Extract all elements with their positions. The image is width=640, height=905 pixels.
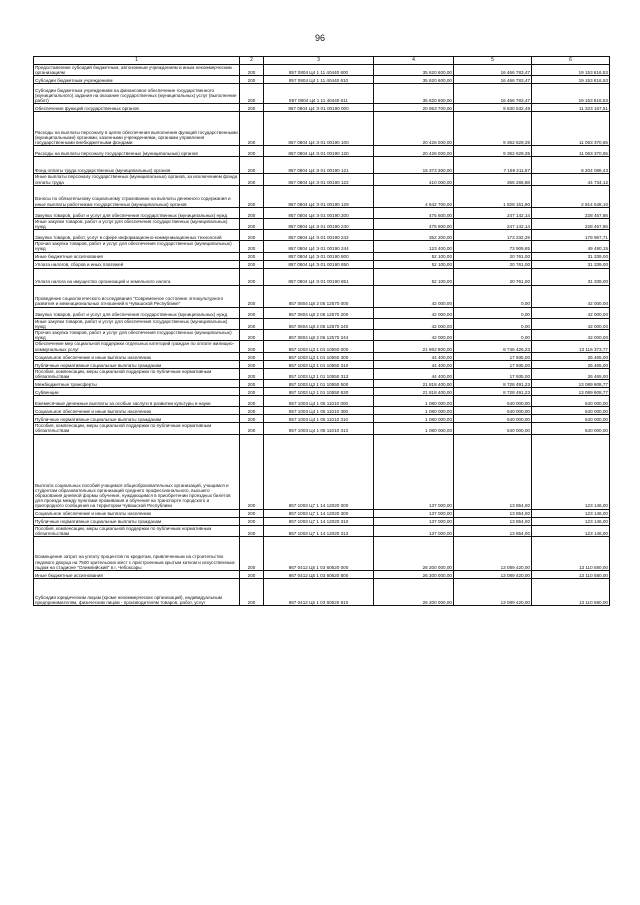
row-budget-code: 857 0804 Ц4 Э 01 00190 240 [264, 218, 374, 229]
row-executed-amount: 8 728 491,23 [454, 388, 532, 396]
row-remaining-amount: 19 153 816,53 [532, 76, 610, 84]
row-name: Закупка товаров, работ, услуг в сфере информационно-коммуникационных технологий [34, 230, 240, 241]
row-executed-amount: 365 265,88 [454, 174, 532, 185]
row-name: Проведение социологического исследования "Современное состояние этнокультурного развития и межнациональных отношений в Чувашской Республике" [34, 285, 240, 307]
table-row [34, 76, 610, 84]
row-column-2: 200 [240, 380, 264, 388]
table-row [34, 396, 610, 407]
row-remaining-amount: 540 000,00 [532, 423, 610, 434]
row-executed-amount: 20 761,00 [454, 260, 532, 268]
row-remaining-amount: 123 146,00 [532, 509, 610, 517]
row-name: Иные закупки товаров, работ и услуг для обеспечения государственных (муниципальных) нужд [34, 218, 240, 229]
row-column-2: 200 [240, 207, 264, 218]
row-plan-amount: 1 080 000,00 [374, 396, 454, 407]
row-column-2: 200 [240, 525, 264, 536]
row-remaining-amount: 13 110 580,00 [532, 571, 610, 579]
row-budget-code: 857 0804 Ц4 1 11 40440 611 [264, 84, 374, 104]
row-budget-code: 857 1003 Ц3 1 01 10550 500 [264, 380, 374, 388]
table-row [34, 407, 610, 415]
row-remaining-amount: 13 110 580,00 [532, 537, 610, 571]
table-row [34, 330, 610, 341]
row-plan-amount: 137 000,00 [374, 509, 454, 517]
row-remaining-amount: 13 110 580,00 [532, 579, 610, 606]
row-plan-amount: 410 000,00 [374, 174, 454, 185]
row-remaining-amount: 228 457,86 [532, 218, 610, 229]
row-plan-amount: 20 426 000,00 [374, 112, 454, 146]
table-row [34, 318, 610, 329]
row-budget-code: 857 1003 Ц7 1 14 12020 313 [264, 525, 374, 536]
header-cell: 2 [240, 57, 264, 65]
row-column-2: 200 [240, 360, 264, 368]
table-row [34, 207, 610, 218]
row-plan-amount: 44 400,00 [374, 360, 454, 368]
header-row [34, 57, 610, 65]
row-executed-amount: 16 466 783,47 [454, 84, 532, 104]
row-column-2: 200 [240, 396, 264, 407]
table-row [34, 252, 610, 260]
row-plan-amount: 475 600,00 [374, 218, 454, 229]
table-row [34, 423, 610, 434]
table-row [34, 84, 610, 104]
row-plan-amount: 137 000,00 [374, 525, 454, 536]
row-budget-code: 857 1003 Ц3 1 01 10550 310 [264, 360, 374, 368]
row-remaining-amount: 31 339,00 [532, 260, 610, 268]
row-plan-amount: 20 426 000,00 [374, 146, 454, 157]
row-name: Возмещение затрат на уплату процентов по кредитам, привлеченным на строительство ледового дворца на 7500 зрительских мест с пристроенным крытым катком и искусственным льдом на стадионе "Олимпийский" в г. Чебоксары [34, 537, 240, 571]
row-name: Пособия, компенсации, меры социальной поддержки по публичным нормативным обязательствам [34, 525, 240, 536]
table-row [34, 579, 610, 606]
row-remaining-amount: 540 000,00 [532, 415, 610, 423]
row-column-2: 200 [240, 174, 264, 185]
row-plan-amount: 21 818 400,00 [374, 388, 454, 396]
table-row [34, 415, 610, 423]
row-plan-amount: 26 200 000,00 [374, 579, 454, 606]
row-plan-amount: 52 100,00 [374, 268, 454, 285]
table-row [34, 146, 610, 157]
row-column-2: 200 [240, 571, 264, 579]
row-column-2: 200 [240, 537, 264, 571]
row-name: Субсидии юридическим лицам (кроме некоммерческих организаций), индивидуальным предпринимателям, физическим лицам - производителям товаров, работ, услуг [34, 579, 240, 606]
table-row [34, 218, 610, 229]
table-row [34, 285, 610, 307]
row-name: Иные бюджетные ассигнования [34, 571, 240, 579]
row-name: Прочая закупка товаров, работ и услуг для обеспечения государственных (муниципальных) нужд [34, 330, 240, 341]
row-budget-code: 857 0804 Ц4 Э 01 00190 851 [264, 268, 374, 285]
row-executed-amount: 0,00 [454, 285, 532, 307]
row-remaining-amount: 42 000,00 [532, 285, 610, 307]
budget-table [33, 56, 610, 606]
row-executed-amount: 0,00 [454, 318, 532, 329]
row-plan-amount: 26 200 000,00 [374, 537, 454, 571]
table-row [34, 360, 610, 368]
row-column-2: 200 [240, 157, 264, 174]
row-column-2: 200 [240, 517, 264, 525]
row-remaining-amount: 26 465,00 [532, 352, 610, 360]
row-column-2: 200 [240, 330, 264, 341]
row-column-2: 200 [240, 423, 264, 434]
table-row [34, 112, 610, 146]
row-executed-amount: 247 142,14 [454, 207, 532, 218]
row-plan-amount: 21 862 800,00 [374, 341, 454, 352]
row-remaining-amount: 540 000,00 [532, 407, 610, 415]
row-executed-amount: 247 142,14 [454, 218, 532, 229]
row-budget-code: 857 0804 Ц4 Э 01 00190 121 [264, 157, 374, 174]
row-column-2: 200 [240, 415, 264, 423]
row-remaining-amount: 44 734,12 [532, 174, 610, 185]
row-remaining-amount: 123 146,00 [532, 517, 610, 525]
row-remaining-amount: 178 967,71 [532, 230, 610, 241]
row-plan-amount: 44 400,00 [374, 368, 454, 379]
row-budget-code: 857 1003 Ц4 1 05 11010 310 [264, 415, 374, 423]
row-remaining-amount: 13 116 373,77 [532, 341, 610, 352]
row-budget-code: 857 0804 Ц4 Э 01 00190 122 [264, 174, 374, 185]
table-row [34, 104, 610, 112]
row-executed-amount: 173 232,29 [454, 230, 532, 241]
row-budget-code: 857 1003 Ц7 1 14 12020 300 [264, 509, 374, 517]
row-executed-amount: 20 761,00 [454, 268, 532, 285]
row-remaining-amount: 123 146,00 [532, 434, 610, 509]
row-remaining-amount: 13 089 908,77 [532, 388, 610, 396]
table-row [34, 241, 610, 252]
table-row [34, 185, 610, 207]
row-name: Межбюджетные трансферты [34, 380, 240, 388]
row-plan-amount: 21 818 400,00 [374, 380, 454, 388]
row-executed-amount: 20 761,00 [454, 252, 532, 260]
row-budget-code: 857 0804 Ц4 Э 01 00190 800 [264, 252, 374, 260]
row-name: Иные выплаты персоналу государственных (муниципальных) органов, за исключением фонда оплаты труда [34, 174, 240, 185]
header-cell: 3 [264, 57, 374, 65]
row-executed-amount: 540 000,00 [454, 415, 532, 423]
row-budget-code: 857 0804 Ц4 1 11 40440 600 [264, 65, 374, 76]
row-name: Выплата социальных пособий учащимся общеобразовательных организаций, учащимся и студентам образовательных организаций среднего профессионального, высшего образования дневной формы обучения, нуждающимся в приобретении проездных билетов для проезда между пунктами проживания и обучения на транспорте городского и пригородного сообщения на территории Чувашской Республики [34, 434, 240, 509]
table-row [34, 157, 610, 174]
row-column-2: 200 [240, 352, 264, 360]
row-name: Публичные нормативные социальные выплаты гражданам [34, 360, 240, 368]
row-column-2: 200 [240, 260, 264, 268]
row-plan-amount: 35 620 600,00 [374, 76, 454, 84]
row-plan-amount: 1 080 000,00 [374, 407, 454, 415]
row-remaining-amount: 42 000,00 [532, 318, 610, 329]
row-executed-amount: 17 935,00 [454, 352, 532, 360]
row-budget-code: 857 1003 Ц4 1 05 11010 313 [264, 423, 374, 434]
header-cell: 6 [532, 57, 610, 65]
table-row [34, 571, 610, 579]
row-executed-amount: 9 362 629,35 [454, 146, 532, 157]
table-row [34, 307, 610, 318]
row-plan-amount: 26 200 000,00 [374, 571, 454, 579]
row-plan-amount: 35 620 600,00 [374, 65, 454, 76]
row-remaining-amount: 26 465,00 [532, 360, 610, 368]
table-row [34, 434, 610, 509]
row-executed-amount: 13 854,00 [454, 509, 532, 517]
row-column-2: 200 [240, 76, 264, 84]
row-plan-amount: 4 642 700,00 [374, 185, 454, 207]
row-name: Ежемесячные денежные выплаты за особые заслуги в развитии культуры и науки [34, 396, 240, 407]
row-column-2: 200 [240, 112, 264, 146]
row-budget-code: 857 1003 Ц3 1 01 10550 000 [264, 341, 374, 352]
row-column-2: 200 [240, 230, 264, 241]
row-plan-amount: 1 080 000,00 [374, 415, 454, 423]
row-remaining-amount: 26 465,00 [532, 368, 610, 379]
row-name: Прочая закупка товаров, работ и услуг для обеспечения государственных (муниципальных) нужд [34, 241, 240, 252]
table-row [34, 380, 610, 388]
row-executed-amount: 0,00 [454, 330, 532, 341]
page-number: 96 [314, 33, 325, 43]
row-budget-code: 867 0412 Ц5 1 03 60620 800 [264, 571, 374, 579]
row-plan-amount: 52 100,00 [374, 260, 454, 268]
row-executed-amount: 540 000,00 [454, 407, 532, 415]
row-column-2: 200 [240, 307, 264, 318]
row-name: Публичные нормативные социальные выплаты гражданам [34, 517, 240, 525]
row-executed-amount: 7 169 211,57 [454, 157, 532, 174]
row-plan-amount: 123 400,00 [374, 241, 454, 252]
row-executed-amount: 16 466 783,47 [454, 76, 532, 84]
row-executed-amount: 13 854,00 [454, 434, 532, 509]
table-row [34, 537, 610, 571]
row-name: Уплата налогов, сборов и иных платежей [34, 260, 240, 268]
row-executed-amount: 1 828 151,90 [454, 185, 532, 207]
row-executed-amount: 9 362 629,35 [454, 112, 532, 146]
row-name: Закупка товаров, работ и услуг для обеспечения государственных (муниципальных) нужд [34, 307, 240, 318]
row-budget-code: 857 0804 Ц8 2 05 12570 240 [264, 318, 374, 329]
table-row [34, 341, 610, 352]
row-name: Субсидии бюджетным учреждениям [34, 76, 240, 84]
row-executed-amount: 540 000,00 [454, 396, 532, 407]
row-name: Социальное обеспечение и иные выплаты населению [34, 407, 240, 415]
row-budget-code: 857 0804 Ц8 2 05 12570 200 [264, 307, 374, 318]
row-name: Субвенции [34, 388, 240, 396]
row-name: Расходы на выплаты персоналу в целях обеспечения выполнения функций государственными (муниципальными) органами, казенными учреждениями, органами управления государственными внебюджетными фондами [34, 112, 240, 146]
row-name: Обеспечение функций государственных органов [34, 104, 240, 112]
row-name: Публичные нормативные социальные выплаты гражданам [34, 415, 240, 423]
row-column-2: 200 [240, 241, 264, 252]
table-row [34, 268, 610, 285]
row-column-2: 200 [240, 407, 264, 415]
row-remaining-amount: 2 814 548,10 [532, 185, 610, 207]
row-name: Расходы на выплаты персоналу государственных (муниципальных) органов [34, 146, 240, 157]
header-cell: 5 [454, 57, 532, 65]
row-name: Социальное обеспечение и иные выплаты населению [34, 509, 240, 517]
row-budget-code: 857 1003 Ц7 1 14 12020 000 [264, 434, 374, 509]
row-remaining-amount: 31 339,00 [532, 252, 610, 260]
row-remaining-amount: 19 153 816,53 [532, 65, 610, 76]
row-plan-amount: 44 400,00 [374, 352, 454, 360]
row-name: Субсидии бюджетным учреждениям на финансовое обеспечение государственного (муниципального) задания на оказание государственных (муниципальных) услуг (выполнение работ) [34, 84, 240, 104]
row-budget-code: 857 1003 Ц4 1 05 11010 000 [264, 396, 374, 407]
row-name: Закупка товаров, работ и услуг для обеспечения государственных (муниципальных) нужд [34, 207, 240, 218]
row-budget-code: 867 0412 Ц5 1 03 60620 000 [264, 537, 374, 571]
row-executed-amount: 13 854,00 [454, 525, 532, 536]
table-row [34, 388, 610, 396]
row-budget-code: 857 0804 Ц4 Э 01 00190 120 [264, 146, 374, 157]
row-remaining-amount: 8 204 088,43 [532, 157, 610, 174]
row-column-2: 200 [240, 84, 264, 104]
row-plan-amount: 475 600,00 [374, 207, 454, 218]
row-plan-amount: 1 080 000,00 [374, 423, 454, 434]
row-name: Социальное обеспечение и иные выплаты населению [34, 352, 240, 360]
row-budget-code: 857 1003 Ц3 1 01 10550 530 [264, 388, 374, 396]
row-executed-amount: 13 089 420,00 [454, 579, 532, 606]
row-budget-code: 857 0804 Ц4 1 11 40440 610 [264, 76, 374, 84]
row-executed-amount: 13 854,00 [454, 517, 532, 525]
row-column-2: 200 [240, 268, 264, 285]
row-budget-code: 857 0804 Ц4 Э 01 00190 244 [264, 241, 374, 252]
row-column-2: 200 [240, 65, 264, 76]
row-plan-amount: 352 200,00 [374, 230, 454, 241]
row-plan-amount: 42 000,00 [374, 285, 454, 307]
row-column-2: 200 [240, 218, 264, 229]
row-column-2: 200 [240, 252, 264, 260]
row-column-2: 200 [240, 185, 264, 207]
table-row [34, 174, 610, 185]
row-executed-amount: 8 728 491,23 [454, 380, 532, 388]
row-executed-amount: 8 746 426,23 [454, 341, 532, 352]
row-executed-amount: 73 909,85 [454, 241, 532, 252]
row-name: Фонд оплаты труда государственных (муниципальных) органов [34, 157, 240, 174]
row-budget-code: 857 1003 Ц4 1 05 11010 300 [264, 407, 374, 415]
row-remaining-amount: 31 339,00 [532, 268, 610, 285]
row-budget-code: 857 0804 Ц4 Э 01 00190 129 [264, 185, 374, 207]
row-plan-amount: 137 000,00 [374, 517, 454, 525]
header-cell: 1 [34, 57, 240, 65]
row-column-2: 200 [240, 146, 264, 157]
row-plan-amount: 52 100,00 [374, 252, 454, 260]
row-remaining-amount: 123 146,00 [532, 525, 610, 536]
row-budget-code: 857 0804 Ц8 2 05 12570 000 [264, 285, 374, 307]
row-column-2: 200 [240, 341, 264, 352]
row-remaining-amount: 540 000,00 [532, 396, 610, 407]
row-name: Уплата налога на имущество организаций и земельного налога [34, 268, 240, 285]
row-budget-code: 857 0804 Ц4 Э 01 00190 242 [264, 230, 374, 241]
row-column-2: 200 [240, 318, 264, 329]
row-column-2: 200 [240, 388, 264, 396]
row-plan-amount: 137 000,00 [374, 434, 454, 509]
row-remaining-amount: 13 089 908,77 [532, 380, 610, 388]
table-row [34, 260, 610, 268]
row-budget-code: 857 0804 Ц4 Э 01 00190 100 [264, 112, 374, 146]
row-budget-code: 857 0804 Ц4 Э 01 00190 850 [264, 260, 374, 268]
row-budget-code: 857 0804 Ц4 Э 01 00190 000 [264, 104, 374, 112]
row-executed-amount: 17 935,00 [454, 360, 532, 368]
row-executed-amount: 17 935,00 [454, 368, 532, 379]
row-name: Предоставление субсидий бюджетным, автономным учреждениям и иным некоммерческим организациям [34, 65, 240, 76]
row-executed-amount: 9 630 532,49 [454, 104, 532, 112]
table-row [34, 368, 610, 379]
row-name: Обеспечение мер социальной поддержки отдельных категорий граждан по оплате жилищно-коммунальных услуг [34, 341, 240, 352]
row-remaining-amount: 228 457,86 [532, 207, 610, 218]
table-row [34, 230, 610, 241]
row-plan-amount: 20 953 700,00 [374, 104, 454, 112]
row-name: Взносы по обязательному социальному страхованию на выплаты денежного содержания и иные выплаты работникам государственных (муниципальных) органов [34, 185, 240, 207]
row-executed-amount: 13 089 420,00 [454, 537, 532, 571]
row-column-2: 200 [240, 368, 264, 379]
row-remaining-amount: 11 063 370,65 [532, 146, 610, 157]
row-budget-code: 857 0804 Ц8 2 05 12570 244 [264, 330, 374, 341]
row-budget-code: 857 0804 Ц4 Э 01 00190 200 [264, 207, 374, 218]
row-executed-amount: 16 466 783,47 [454, 65, 532, 76]
row-executed-amount: 13 089 420,00 [454, 571, 532, 579]
row-remaining-amount: 19 153 816,53 [532, 84, 610, 104]
row-executed-amount: 540 000,00 [454, 423, 532, 434]
row-executed-amount: 0,00 [454, 307, 532, 318]
row-remaining-amount: 11 063 370,65 [532, 112, 610, 146]
row-plan-amount: 42 000,00 [374, 307, 454, 318]
table-row [34, 509, 610, 517]
row-budget-code: 867 0412 Ц5 1 03 60620 810 [264, 579, 374, 606]
row-plan-amount: 15 373 300,00 [374, 157, 454, 174]
header-cell: 4 [374, 57, 454, 65]
row-column-2: 200 [240, 579, 264, 606]
row-plan-amount: 42 000,00 [374, 318, 454, 329]
row-remaining-amount: 11 323 167,51 [532, 104, 610, 112]
table-row [34, 65, 610, 76]
row-name: Пособия, компенсации, меры социальной поддержки по публичным нормативным обязательствам [34, 368, 240, 379]
row-name: Иные закупки товаров, работ и услуг для обеспечения государственных (муниципальных) нужд [34, 318, 240, 329]
row-column-2: 200 [240, 104, 264, 112]
row-name: Пособия, компенсации, меры социальной поддержки по публичным нормативным обязательствам [34, 423, 240, 434]
row-remaining-amount: 42 000,00 [532, 330, 610, 341]
row-remaining-amount: 42 000,00 [532, 307, 610, 318]
table-row [34, 525, 610, 536]
row-column-2: 200 [240, 434, 264, 509]
row-plan-amount: 35 620 600,00 [374, 84, 454, 104]
row-budget-code: 857 1003 Ц7 1 14 12020 310 [264, 517, 374, 525]
row-plan-amount: 42 000,00 [374, 330, 454, 341]
table-row [34, 517, 610, 525]
row-budget-code: 857 1003 Ц3 1 01 10550 313 [264, 368, 374, 379]
row-column-2: 200 [240, 285, 264, 307]
row-remaining-amount: 49 490,15 [532, 241, 610, 252]
row-budget-code: 857 1003 Ц3 1 01 10550 300 [264, 352, 374, 360]
table-row [34, 352, 610, 360]
row-column-2: 200 [240, 509, 264, 517]
row-name: Иные бюджетные ассигнования [34, 252, 240, 260]
